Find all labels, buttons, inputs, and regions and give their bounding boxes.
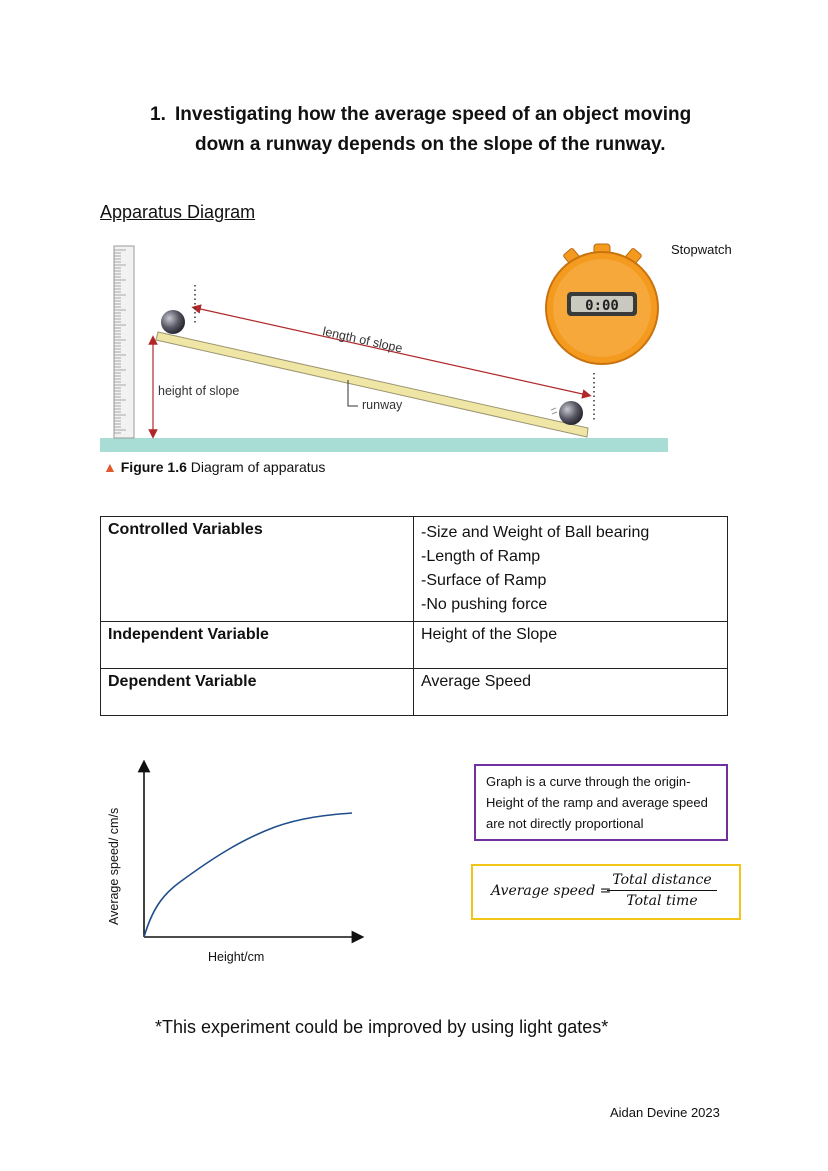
- figure-label: Figure 1.6: [120, 459, 187, 475]
- graph-note: Graph is a curve through the origin- Height of the ramp and average speed are not directly proportional: [474, 764, 728, 841]
- controlled-item: -No pushing force: [421, 596, 548, 613]
- ball-start: [161, 310, 185, 334]
- ruler: [114, 246, 134, 438]
- dependent-variable-value: Average Speed: [414, 669, 728, 716]
- floor: [100, 438, 668, 452]
- graph-y-label: Average speed/ cm/s: [107, 807, 121, 925]
- controlled-item: -Size and Weight of Ball bearing: [421, 524, 650, 541]
- title-line-2: down a runway depends on the slope of the runway.: [195, 134, 666, 155]
- title-number: 1.: [150, 104, 166, 125]
- equation-left: Average speed =: [491, 883, 612, 899]
- stopwatch-label: Stopwatch: [671, 242, 732, 257]
- runway-label: runway: [362, 398, 403, 412]
- improvement-note: *This experiment could be improved by using light gates*: [155, 1017, 609, 1037]
- controlled-variables-values: [414, 517, 728, 622]
- equation-numerator: Total distance: [607, 872, 717, 891]
- table-row: [101, 669, 728, 716]
- speed-height-graph: [100, 760, 375, 975]
- table-row: [101, 517, 728, 622]
- independent-variable-value: Height of the Slope: [414, 622, 728, 669]
- figure-caption-text: Diagram of apparatus: [190, 459, 326, 475]
- page-title: [150, 100, 770, 160]
- controlled-item: -Length of Ramp: [421, 548, 541, 565]
- independent-variable-label: Independent Variable: [101, 622, 414, 669]
- stopwatch-icon: [546, 244, 658, 364]
- ball-end: [559, 401, 583, 425]
- equation-fraction: [607, 872, 717, 909]
- speed-equation: [471, 864, 741, 920]
- author-footer: Aidan Devine 2023: [610, 1105, 720, 1120]
- apparatus-diagram: [100, 240, 670, 455]
- controlled-item: -Surface of Ramp: [421, 572, 547, 589]
- table-row: [101, 622, 728, 669]
- height-label: height of slope: [158, 384, 240, 398]
- stopwatch-display: 0:00: [585, 298, 619, 314]
- length-label: length of slope: [321, 324, 404, 356]
- variables-table: [100, 516, 728, 716]
- figure-caption: [103, 459, 325, 475]
- equation-denominator: Total time: [626, 893, 698, 909]
- controlled-variables-label: Controlled Variables: [101, 517, 414, 622]
- caption-arrow-icon: ▲: [103, 459, 117, 475]
- dependent-variable-label: Dependent Variable: [101, 669, 414, 716]
- apparatus-heading: Apparatus Diagram: [100, 202, 256, 222]
- title-line-1: Investigating how the average speed of an object moving: [175, 104, 692, 125]
- graph-x-label: Height/cm: [208, 950, 265, 964]
- speed-curve: [144, 813, 352, 937]
